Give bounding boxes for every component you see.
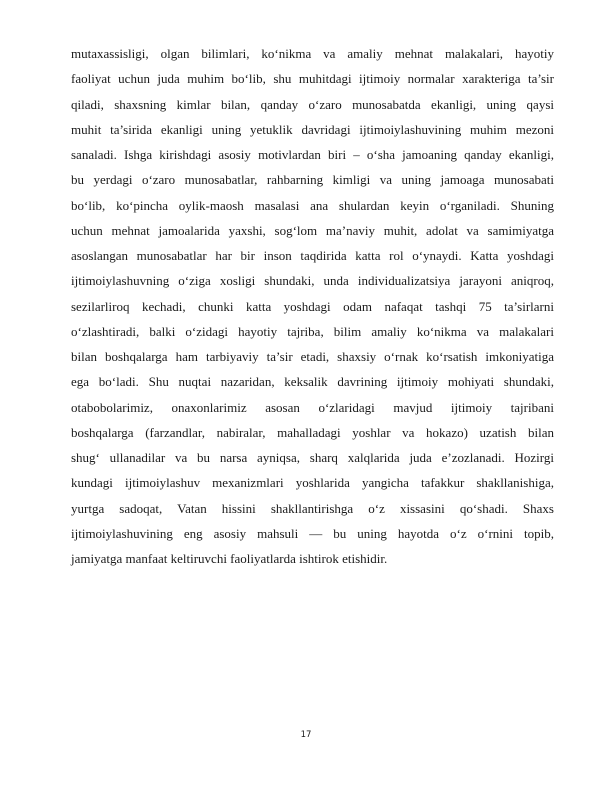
paragraph-line: jamiyatga manfaat keltiruvchi faoliyatlarda ishtirok etishidir. — [71, 551, 388, 566]
paragraph-line: bu yerdagi o‘zaro munosabatlar, rahbarning kimligi va uning jamoaga munosabati — [71, 172, 554, 188]
paragraph-line: ijtimoiylashuvining eng asosiy mahsuli — bu uning hayotda o‘z o‘rnini topib, — [71, 525, 554, 541]
paragraph-line: sezilarliroq kechadi, chunki katta yoshdagi odam nafaqat tashqi 75 ta’sirlarni — [71, 298, 554, 314]
paragraph-line: yurtga sadoqat, Vatan hissini shakllantirishga o‘z xissasini qo‘shadi. Shaxs — [71, 500, 554, 516]
paragraph-line: mutaxassisligi, olgan bilimlari, ko‘nikma va amaliy mehnat malakalari, hayotiy — [71, 46, 554, 61]
paragraph-line: faoliyat uchun juda muhim bo‘lib, shu muhitdagi ijtimoiy normalar xarakteriga ta’sir — [71, 71, 554, 87]
paragraph-line: asoslangan munosabatlar har bir inson taqdirida katta rol o‘ynaydi. Katta yoshdagi — [71, 248, 554, 263]
paragraph-line: muhit ta’sirida ekanligi uning yetuklik davridagi ijtimoiylashuvining muhim mezoni — [71, 121, 554, 137]
paragraph-line: o‘zlashtiradi, balki o‘zidagi hayotiy tajriba, bilim amaliy ko‘nikma va malakalari — [71, 323, 554, 339]
paragraph-line: shug‘ ullanadilar va bu narsa ayniqsa, sharq xalqlarida juda e’zozlanadi. Hozirgi — [71, 450, 554, 465]
paragraph-line: otabobolarimiz, onaxonlarimiz asosan o‘zlaridagi mavjud ijtimoiy tajribani — [71, 399, 554, 415]
paragraph-line: boshqalarga (farzandlar, nabiralar, mahalladagi yoshlar va hokazo) uzatish bilan — [71, 424, 554, 440]
paragraph-line: kundagi ijtimoiylashuv mexanizmlari yoshlarida yangicha tafakkur shakllanishiga, — [71, 475, 554, 491]
paragraph-line: sanaladi. Ishga kirishdagi asosiy motivlardan biri – o‘sha jamoaning qanday ekanligi, — [71, 147, 554, 162]
paragraph-line: qiladi, shaxsning kimlar bilan, qanday o‘zaro munosabatda ekanligi, uning qaysi — [71, 96, 554, 112]
paragraph-line: ega bo‘ladi. Shu nuqtai nazaridan, keksalik davrining ijtimoiy mohiyati shundaki, — [71, 374, 554, 390]
body-paragraph — [71, 41, 554, 571]
paragraph-line: bo‘lib, ko‘pincha oylik-maosh masalasi ana shulardan keyin o‘rganiladi. Shuning — [71, 197, 554, 213]
paragraph-line: bilan boshqalarga ham tarbiyaviy ta’sir etadi, shaxsiy o‘rnak ko‘rsatish imkoniyatiga — [71, 349, 554, 364]
page-number: 17 — [300, 730, 312, 740]
paragraph-line: uchun mehnat jamoalarida yaxshi, sog‘lom ma’naviy muhit, adolat va samimiyatga — [71, 222, 554, 238]
paragraph-line: ijtimoiylashuvning o‘ziga xosligi shundaki, unda individualizatsiya jarayoni aniqroq, — [71, 273, 554, 289]
